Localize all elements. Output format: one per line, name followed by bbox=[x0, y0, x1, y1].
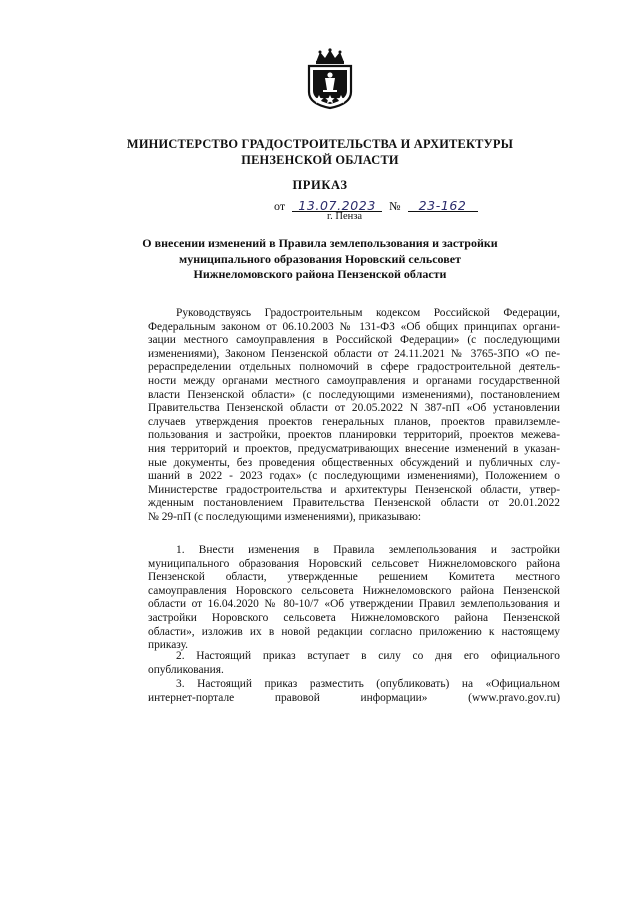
preamble-line: Правительства Пензенской области от 20.05.2022 N 387-пП «Об установлении bbox=[148, 402, 560, 415]
preamble-line: шаний в 2022 - 2023 годах» (с последующими изменениями), Положением о bbox=[148, 470, 560, 483]
order-item-3 bbox=[148, 678, 560, 705]
preamble-line: изменениями), Законом Пензенской области от 24.11.2021 № 3765-ЗПО «О пе- bbox=[148, 347, 560, 360]
order-item-1 bbox=[148, 544, 560, 653]
preamble-paragraph bbox=[148, 307, 560, 525]
coat-of-arms-icon bbox=[299, 48, 361, 110]
subject-line: Нижнеломовского района Пензенской области bbox=[193, 267, 447, 281]
ministry-line: МИНИСТЕРСТВО ГРАДОСТРОИТЕЛЬСТВА И АРХИТЕКТУРЫ bbox=[126, 137, 514, 151]
preamble-line: зации местного самоуправления в Российской Федерации» (с последующими bbox=[148, 334, 560, 347]
item-line: области от 16.04.2020 № 80-10/7 «Об утверждении Правил землепользования и bbox=[148, 598, 560, 611]
preamble-line: Руководствуясь Градостроительным кодексом Российской Федерации, bbox=[176, 307, 560, 319]
document-type: ПРИКАЗ bbox=[292, 178, 348, 192]
preamble-line: ности между органами местного самоуправления и органами государственной bbox=[148, 374, 560, 387]
preamble-line: Министерстве градостроительства и архитектуры Пензенской области, утвер- bbox=[148, 483, 560, 496]
item-line: приказу. bbox=[148, 639, 188, 652]
order-item-2 bbox=[148, 650, 560, 677]
preamble-line: № 29-пП (с последующими изменениями), приказываю: bbox=[148, 510, 421, 523]
item-line: самоуправления Норовского сельсовета Нижнеломовского района Пензенской bbox=[148, 584, 560, 597]
preamble-line: ния территорий и проектов, предусматривающих внесение изменений в указан- bbox=[148, 442, 560, 455]
order-subject bbox=[0, 236, 640, 283]
item-line: 3. Настоящий приказ разместить (опубликовать) на «Официальном bbox=[176, 678, 560, 690]
preamble-line: ные документы, без проведения общественных обсуждений и публичных слу- bbox=[148, 456, 560, 469]
ministry-line: ПЕНЗЕНСКОЙ ОБЛАСТИ bbox=[241, 153, 399, 167]
handwritten-number: 23-162 bbox=[408, 198, 478, 213]
city: г. Пенза bbox=[327, 211, 363, 222]
item-line: муниципального образования Норовский сельсовет Нижнеломовского района bbox=[148, 557, 560, 570]
item-line: области», изложив их в новой редакции согласно приложению к настоящему bbox=[148, 625, 560, 638]
item-line: 1. Внести изменения в Правила землепользования и застройки bbox=[176, 544, 560, 556]
preamble-line: Федеральным законом от 06.10.2003 № 131-ФЗ «Об общих принципах органи- bbox=[148, 320, 560, 333]
item-line: Пензенской области, утвержденные решением Комитета местного bbox=[148, 571, 560, 584]
date-label: от bbox=[274, 199, 286, 213]
subject-line: О внесении изменений в Правила землепользования и застройки bbox=[142, 236, 498, 250]
preamble-line: пользования и застройки, проектов планировки территорий, проектов межева- bbox=[148, 429, 560, 442]
item-line: интернет-портале правовой информации» (www.pravo.gov.ru) bbox=[148, 691, 560, 704]
preamble-line: рераспределении отдельных полномочий в сфере градостроительной деятель- bbox=[148, 361, 560, 374]
subject-line: муниципального образования Норовский сельсовет bbox=[179, 251, 461, 266]
preamble-line: жденным постановлением Правительства Пензенской области от 20.01.2022 bbox=[148, 497, 560, 510]
date-number-line bbox=[274, 198, 478, 214]
number-label: № bbox=[389, 199, 401, 213]
ministry-name bbox=[0, 136, 640, 168]
handwritten-date: 13.07.2023 bbox=[292, 198, 382, 213]
item-line: 2. Настоящий приказ вступает в силу со дня его официального bbox=[176, 650, 560, 662]
item-line: опубликования. bbox=[148, 663, 224, 676]
item-line: застройки Норовского сельсовета Нижнеломовского района Пензенской bbox=[148, 611, 560, 624]
preamble-line: случаев утверждения проектов генеральных планов, проектов правилземле- bbox=[148, 415, 560, 428]
preamble-line: власти Пензенской области» (с последующими изменениями), постановлением bbox=[148, 388, 560, 401]
